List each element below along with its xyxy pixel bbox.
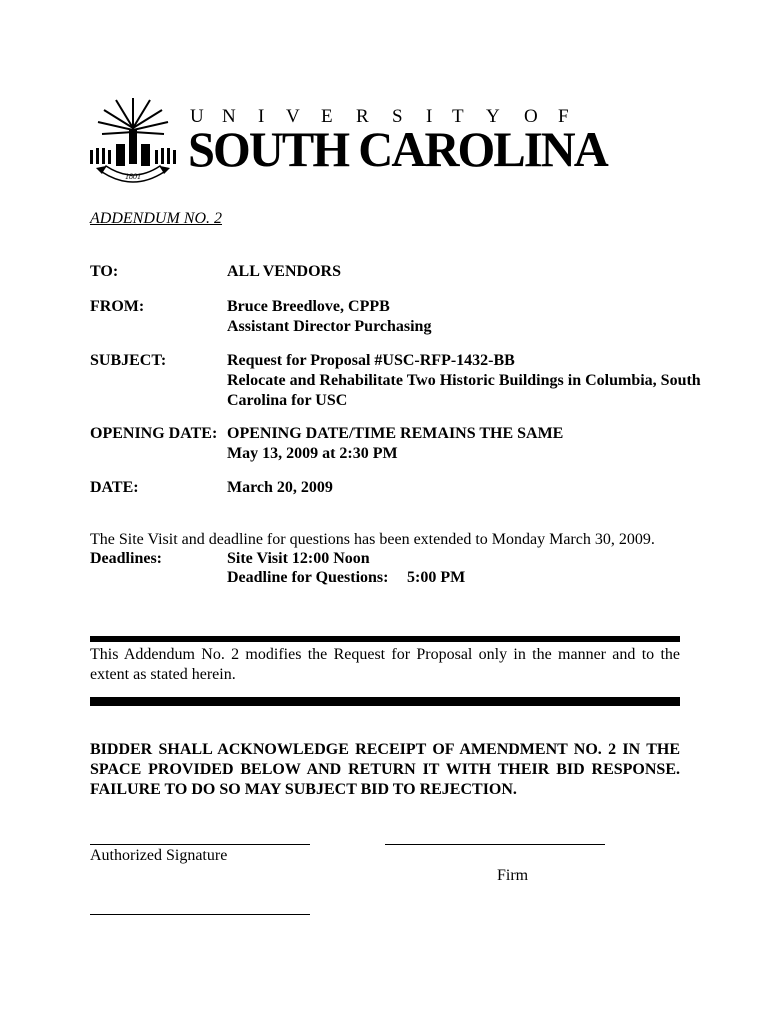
wordmark-letter: R — [356, 106, 369, 127]
deadline-questions-time: 5:00 PM — [407, 569, 466, 586]
modifies-text: This Addendum No. 2 modifies the Request for Proposal only in the manner and to the extent as stated herein. — [90, 646, 680, 683]
document-title: ADDENDUM NO. 2 — [90, 210, 222, 227]
subject-line-2: Relocate and Rehabilitate Two Historic Buildings in Columbia, South — [227, 372, 701, 389]
bidder-acknowledgement-notice: BIDDER SHALL ACKNOWLEDGE RECEIPT OF AMENDMENT NO. 2 IN THE SPACE PROVIDED BELOW AND RETURN IT WITH THEIR BID RESPONSE. FAILURE TO DO SO MAY SUBJECT BID TO REJECTION. — [90, 741, 680, 798]
deadline-questions-label: Deadline for Questions: — [227, 569, 389, 586]
wordmark-letter: F — [558, 106, 569, 127]
wordmark-letter: Y — [486, 106, 500, 127]
firm-line — [385, 844, 605, 845]
deadline-site-visit: Site Visit 12:00 Noon — [227, 550, 370, 567]
to-value: ALL VENDORS — [227, 263, 341, 280]
date-value: March 20, 2009 — [227, 479, 333, 496]
firm-label: Firm — [497, 867, 529, 884]
seal-year: 1801 — [125, 172, 141, 181]
subject-label: SUBJECT: — [90, 352, 167, 369]
south-carolina-wordmark: SOUTH CAROLINA — [188, 121, 607, 177]
opening-date-label: OPENING DATE: — [90, 425, 218, 442]
opening-date-line-1: OPENING DATE/TIME REMAINS THE SAME — [227, 425, 564, 442]
wordmark-letter: I — [258, 106, 265, 127]
wordmark-letter: N — [222, 106, 236, 127]
site-visit-text: The Site Visit and deadline for questions has been extended to Monday March 30, 2009. — [90, 531, 655, 548]
date-signature-line — [90, 914, 310, 915]
wordmark-letter: U — [190, 106, 204, 127]
to-label: TO: — [90, 263, 119, 280]
wordmark-letter: T — [452, 106, 464, 127]
authorized-signature-label: Authorized Signature — [90, 847, 228, 864]
opening-date-line-2: May 13, 2009 at 2:30 PM — [227, 445, 398, 462]
from-label: FROM: — [90, 298, 145, 315]
wordmark-letter: V — [286, 106, 300, 127]
signature-line — [90, 844, 310, 845]
from-name: Bruce Breedlove, CPPB — [227, 298, 390, 315]
wordmark-letter: E — [321, 106, 333, 127]
university-seal-logo — [88, 88, 178, 188]
date-label: DATE: — [90, 479, 139, 496]
subject-line-1: Request for Proposal #USC-RFP-1432-BB — [227, 352, 515, 369]
deadlines-label: Deadlines: — [90, 550, 162, 567]
from-title: Assistant Director Purchasing — [227, 318, 432, 335]
divider-rule — [90, 697, 680, 706]
wordmark-letter: O — [524, 106, 538, 127]
subject-line-3: Carolina for USC — [227, 392, 348, 409]
wordmark-letter: S — [392, 106, 403, 127]
divider-rule — [90, 636, 680, 642]
wordmark-letter: I — [426, 106, 433, 127]
